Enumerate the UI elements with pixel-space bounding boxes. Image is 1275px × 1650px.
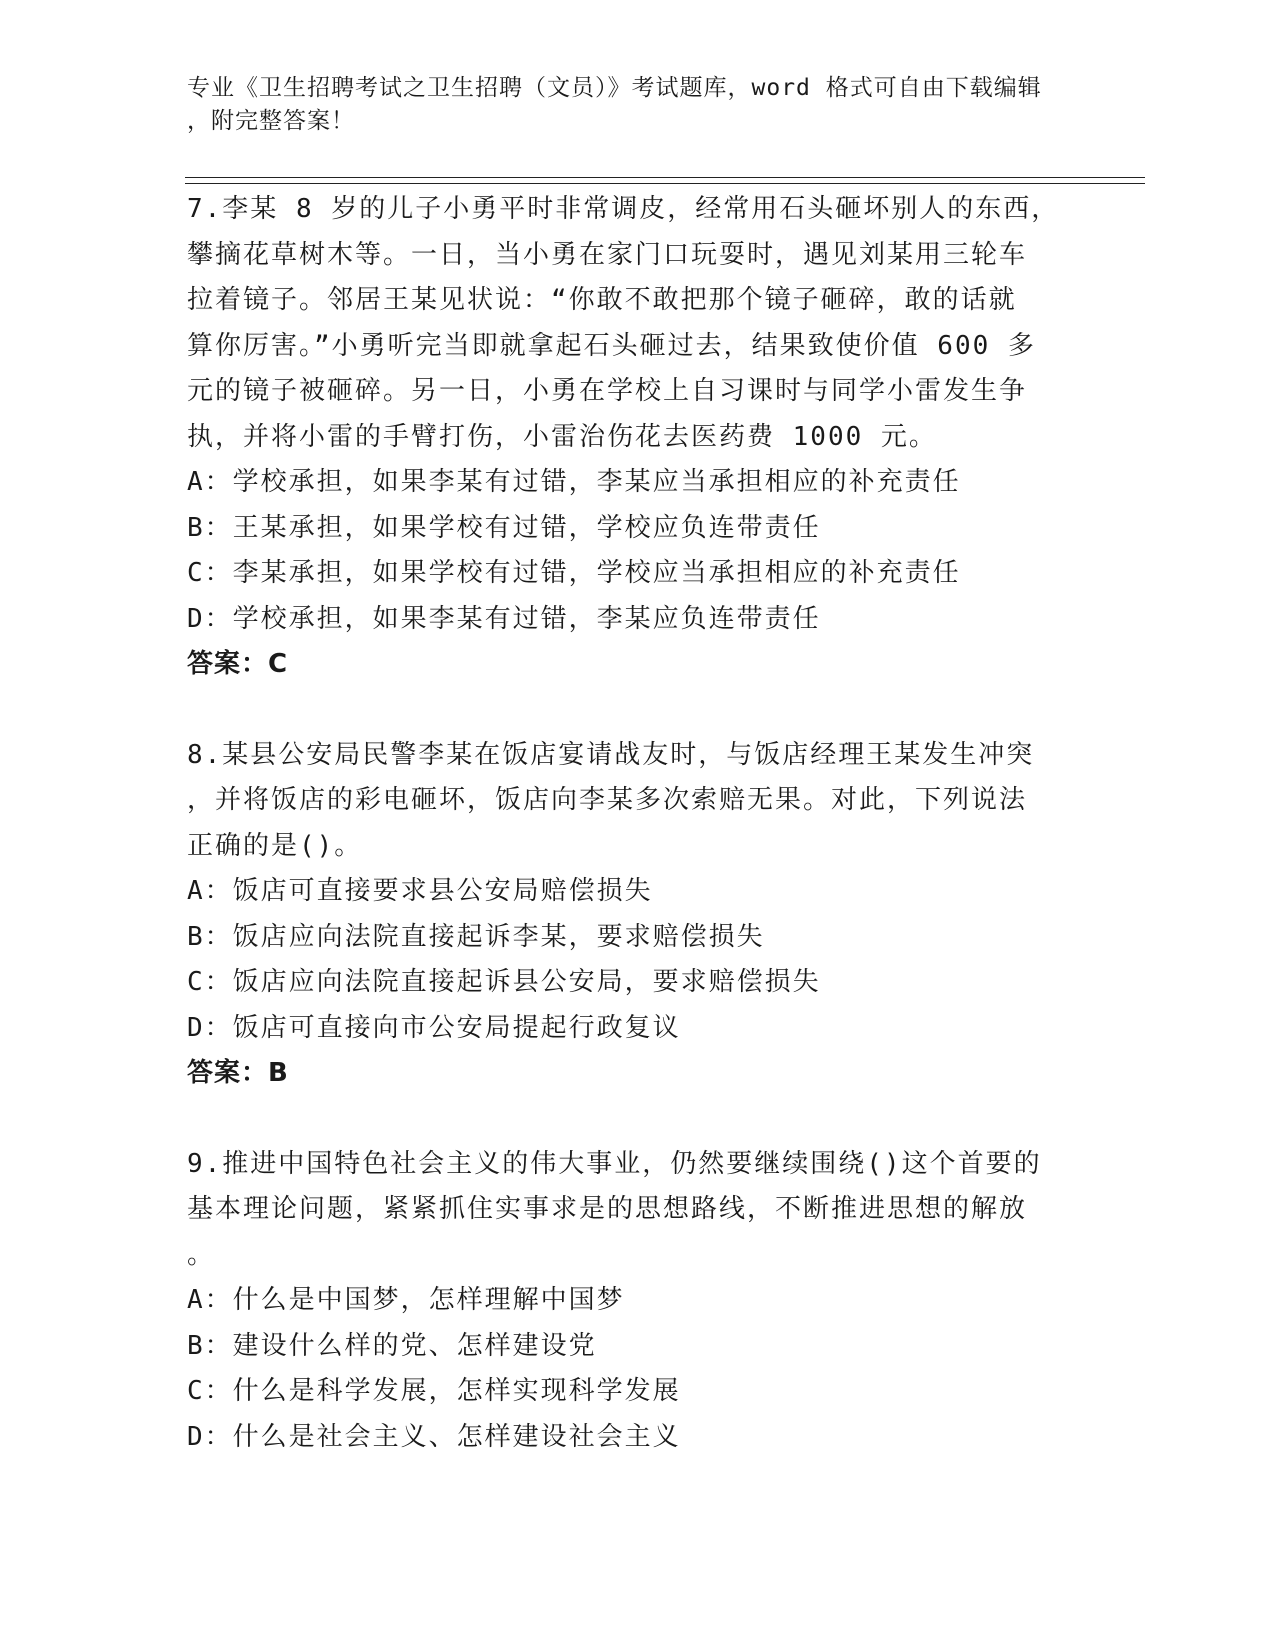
stem-line: 7.李某 8 岁的儿子小勇平时非常调皮，经常用石头砸坏别人的东西， [187, 194, 1060, 224]
question-stem [187, 187, 1067, 460]
stem-line: 拉着镜子。邻居王某见状说：“你敢不敢把那个镜子砸碎，敢的话就 [187, 285, 1017, 315]
question-9 [187, 1142, 1067, 1461]
option-d: D：学校承担，如果李某有过错，李某应负连带责任 [187, 603, 821, 634]
stem-line: 元的镜子被砸碎。另一日，小勇在学校上自习课时与同学小雷发生争 [187, 376, 1028, 406]
stem-line: 。 [187, 1239, 216, 1270]
stem-line: 正确的是()。 [187, 830, 363, 861]
stem-line: 基本理论问题，紧紧抓住实事求是的思想路线，不断推进思想的解放 [187, 1194, 1028, 1224]
answer-line: 答案：C [187, 649, 289, 679]
option-b: B：建设什么样的党、怎样建设党 [187, 1330, 597, 1361]
option-d: D：饭店可直接向市公安局提起行政复议 [187, 1012, 681, 1043]
stem-line: 执，并将小雷的手臂打伤，小雷治伤花去医药费 1000 元。 [187, 421, 937, 452]
option-c: C：饭店应向法院直接起诉县公安局，要求赔偿损失 [187, 967, 821, 997]
stem-line: 算你厉害。”小勇听完当即就拿起石头砸过去，结果致使价值 600 多 [187, 330, 1036, 361]
stem-line: ，并将饭店的彩电砸坏，饭店向李某多次索赔无果。对此，下列说法 [187, 785, 1028, 815]
question-8 [187, 733, 1067, 1097]
header-line-2: ，附完整答案！ [187, 108, 355, 134]
option-b: B：饭店应向法院直接起诉李某，要求赔偿损失 [187, 921, 765, 952]
document-header [187, 72, 1067, 138]
answer-line: 答案：B [187, 1058, 289, 1088]
stem-line: 攀摘花草树木等。一日，当小勇在家门口玩耍时，遇见刘某用三轮车 [187, 239, 1028, 270]
header-line-1: 专业《卫生招聘考试之卫生招聘（文员）》考试题库，word 格式可自由下载编辑 [187, 75, 1042, 101]
header-divider-bottom [185, 183, 1145, 184]
option-c: C：李某承担，如果学校有过错，学校应当承担相应的补充责任 [187, 558, 961, 588]
stem-line: 8.某县公安局民警李某在饭店宴请战友时，与饭店经理王某发生冲突 [187, 739, 1035, 770]
question-stem [187, 1142, 1067, 1279]
option-a: A：学校承担，如果李某有过错，李某应当承担相应的补充责任 [187, 467, 961, 497]
question-7 [187, 187, 1067, 688]
question-list [187, 187, 1067, 1460]
option-c: C：什么是科学发展，怎样实现科学发展 [187, 1376, 681, 1406]
question-stem [187, 733, 1067, 870]
stem-line: 9.推进中国特色社会主义的伟大事业，仍然要继续围绕()这个首要的 [187, 1148, 1042, 1179]
header-divider-top [185, 177, 1145, 178]
option-d: D：什么是社会主义、怎样建设社会主义 [187, 1421, 681, 1452]
option-a: A：饭店可直接要求县公安局赔偿损失 [187, 876, 653, 906]
option-b: B：王某承担，如果学校有过错，学校应负连带责任 [187, 512, 821, 543]
option-a: A：什么是中国梦，怎样理解中国梦 [187, 1285, 625, 1315]
